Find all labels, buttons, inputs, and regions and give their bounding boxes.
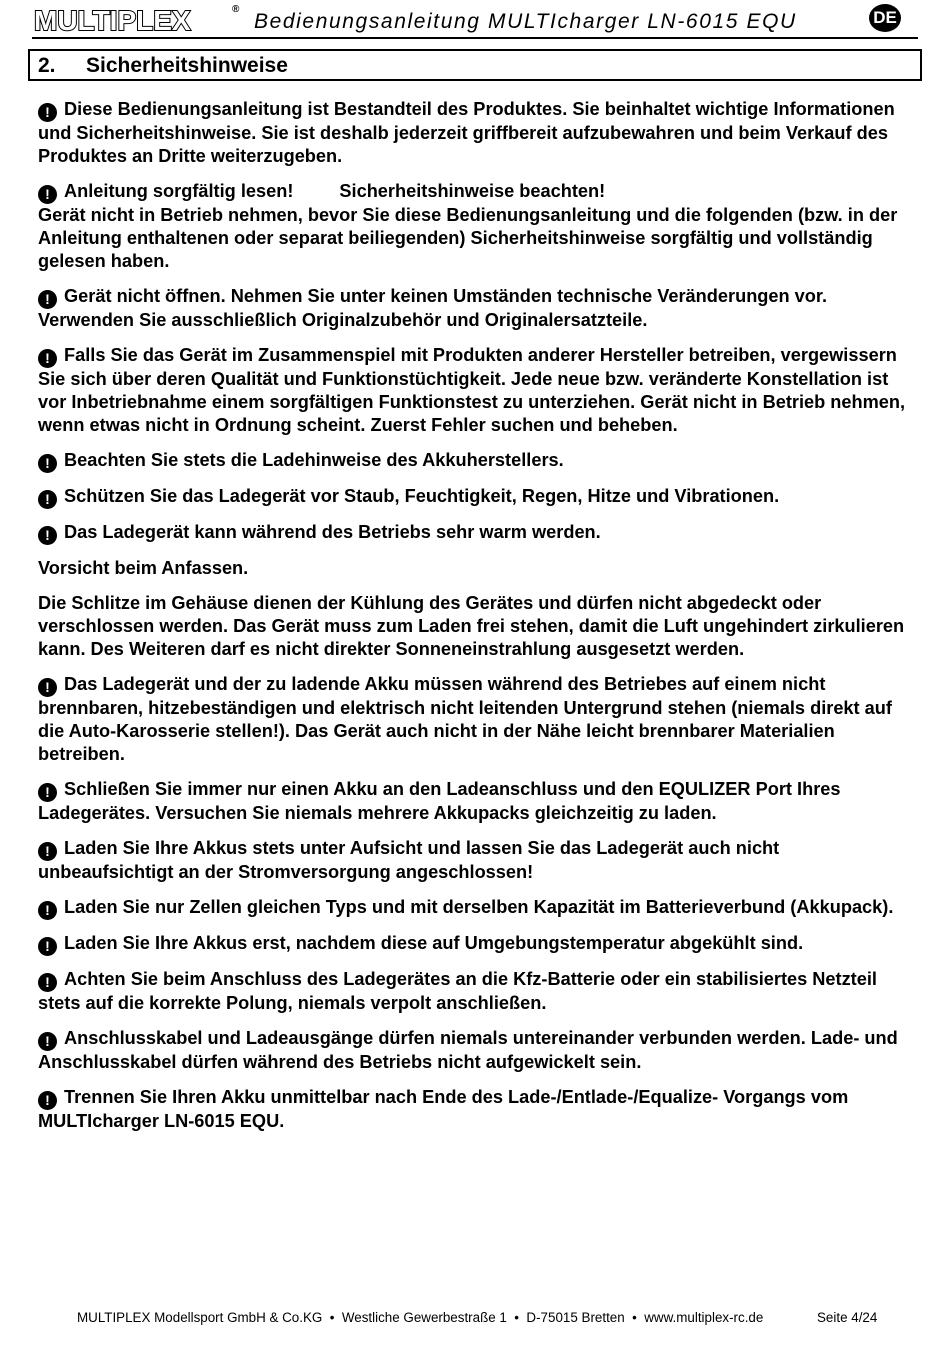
page-number: Seite 4/24 xyxy=(817,1310,878,1325)
paragraph: ! Schließen Sie immer nur einen Akku an den Ladeanschluss und den EQULIZER Port Ihres Ladegerätes. Versuchen Sie niemals mehrere Akkupacks gleichzeitig zu laden. xyxy=(38,779,841,823)
exclamation-circle-icon: ! xyxy=(38,490,57,509)
paragraph: ! Anleitung sorgfältig lesen! Sicherheitshinweise beachten! Gerät nicht in Betrieb nehmen, bevor Sie diese Bedienungsanleitung und die folgenden (bzw. in der Anleitung enthaltenen oder separat beiliegenden) Sicherheitshinweise sorgfältig und vollständig gelesen haben. xyxy=(38,181,898,271)
paragraph: ! Trennen Sie Ihren Akku unmittelbar nach Ende des Lade-/Entlade-/Equalize- Vorgangs vom MULTIcharger LN-6015 EQU. xyxy=(38,1087,849,1131)
exclamation-circle-icon: ! xyxy=(38,349,57,368)
paragraph: ! Beachten Sie stets die Ladehinweise des Akkuherstellers. xyxy=(38,449,918,473)
paragraph: Die Schlitze im Gehäuse dienen der Kühlung des Gerätes und dürfen nicht abgedeckt oder verschlossen werden. Das Gerät muss zum Laden frei stehen, damit die Luft ungehindert zirkulieren kann. Des Weiteren darf es nicht direkter Sonneneinstrahlung ausgesetzt werden. xyxy=(38,593,905,659)
exclamation-circle-icon: ! xyxy=(38,454,57,473)
exclamation-circle-icon: ! xyxy=(38,103,57,122)
exclamation-circle-icon: ! xyxy=(38,290,57,309)
paragraph: ! Falls Sie das Gerät im Zusammenspiel mit Produkten anderer Hersteller betreiben, vergewissern Sie sich über deren Qualität und Funktionstüchtigkeit. Jede neue bzw. veränderte Konstellation ist vor Inbetriebnahme einem sorgfältigen Funktionstest zu unterziehen. Gerät nicht in Betrieb nehmen, wenn etwas nicht in Ordnung scheint. Zuerst Fehler suchen und beheben. xyxy=(38,345,906,435)
paragraph: ! Das Ladegerät und der zu ladende Akku müssen während des Betriebes auf einem nicht brennbaren, hitzebeständigen und elektrisch nicht leitenden Untergrund stehen (niemals direkt auf die Auto-Karosserie stellen!). Das Gerät auch nicht in der Nähe leicht brennbarer Materialien betreiben. xyxy=(38,674,892,764)
paragraph: ! Laden Sie Ihre Akkus stets unter Aufsicht und lassen Sie das Ladegerät auch nicht unbeaufsichtigt an der Stromversorgung angeschlossen! xyxy=(38,838,780,882)
paragraph: ! Laden Sie nur Zellen gleichen Typs und mit derselben Kapazität im Batterieverbund (Akkupack). xyxy=(38,896,918,920)
page-header xyxy=(32,2,918,38)
exclamation-circle-icon: ! xyxy=(38,901,57,920)
exclamation-circle-icon: ! xyxy=(38,842,57,861)
section-number: 2. xyxy=(38,54,56,77)
header-divider xyxy=(32,37,918,39)
section-title: Sicherheitshinweise xyxy=(86,54,288,77)
registered-mark: ® xyxy=(232,4,240,15)
exclamation-circle-icon: ! xyxy=(38,526,57,545)
exclamation-circle-icon: ! xyxy=(38,678,57,697)
page-footer xyxy=(77,1310,937,1326)
exclamation-circle-icon: ! xyxy=(38,973,57,992)
exclamation-circle-icon: ! xyxy=(38,937,57,956)
paragraph: ! Achten Sie beim Anschluss des Ladegerätes an die Kfz-Batterie oder ein stabilisiertes Netzteil stets auf die korrekte Polung, niemals verpolt anschließen. xyxy=(38,969,877,1013)
paragraph: ! Schützen Sie das Ladegerät vor Staub, Feuchtigkeit, Regen, Hitze und Vibrationen. xyxy=(38,485,918,509)
paragraph: ! Das Ladegerät kann während des Betriebs sehr warm werden. xyxy=(38,521,918,545)
section-heading xyxy=(28,49,922,81)
paragraph: ! Gerät nicht öffnen. Nehmen Sie unter keinen Umständen technische Veränderungen vor. Verwenden Sie ausschließlich Originalzubehör und Originalersatzteile. xyxy=(38,286,828,330)
exclamation-circle-icon: ! xyxy=(38,1091,57,1110)
exclamation-circle-icon: ! xyxy=(38,1032,57,1051)
language-badge: DE xyxy=(869,4,901,32)
paragraph: ! Diese Bedienungsanleitung ist Bestandteil des Produktes. Sie beinhaltet wichtige Informationen und Sicherheitshinweise. Sie ist deshalb jederzeit griffbereit aufzubewahren und beim Verkauf des Produktes an Dritte weiterzugeben. xyxy=(38,99,895,166)
paragraph: ! Laden Sie Ihre Akkus erst, nachdem diese auf Umgebungstemperatur abgekühlt sind. xyxy=(38,932,918,956)
document-title: Bedienungsanleitung MULTIcharger LN-6015 EQU xyxy=(254,10,797,33)
footer-company: MULTIPLEX Modellsport GmbH & Co.KG • Westliche Gewerbestraße 1 • D-75015 Bretten • www.multiplex-rc.de xyxy=(77,1310,764,1325)
brand-logo: MULTIPLEX xyxy=(34,5,191,36)
paragraph: ! Anschlusskabel und Ladeausgänge dürfen niemals untereinander verbunden werden. Lade- und Anschlusskabel dürfen während des Betriebs nicht aufgewickelt sein. xyxy=(38,1028,898,1072)
exclamation-circle-icon: ! xyxy=(38,185,57,204)
paragraph: Vorsicht beim Anfassen. xyxy=(38,558,249,578)
safety-instructions xyxy=(38,98,918,1145)
exclamation-circle-icon: ! xyxy=(38,783,57,802)
